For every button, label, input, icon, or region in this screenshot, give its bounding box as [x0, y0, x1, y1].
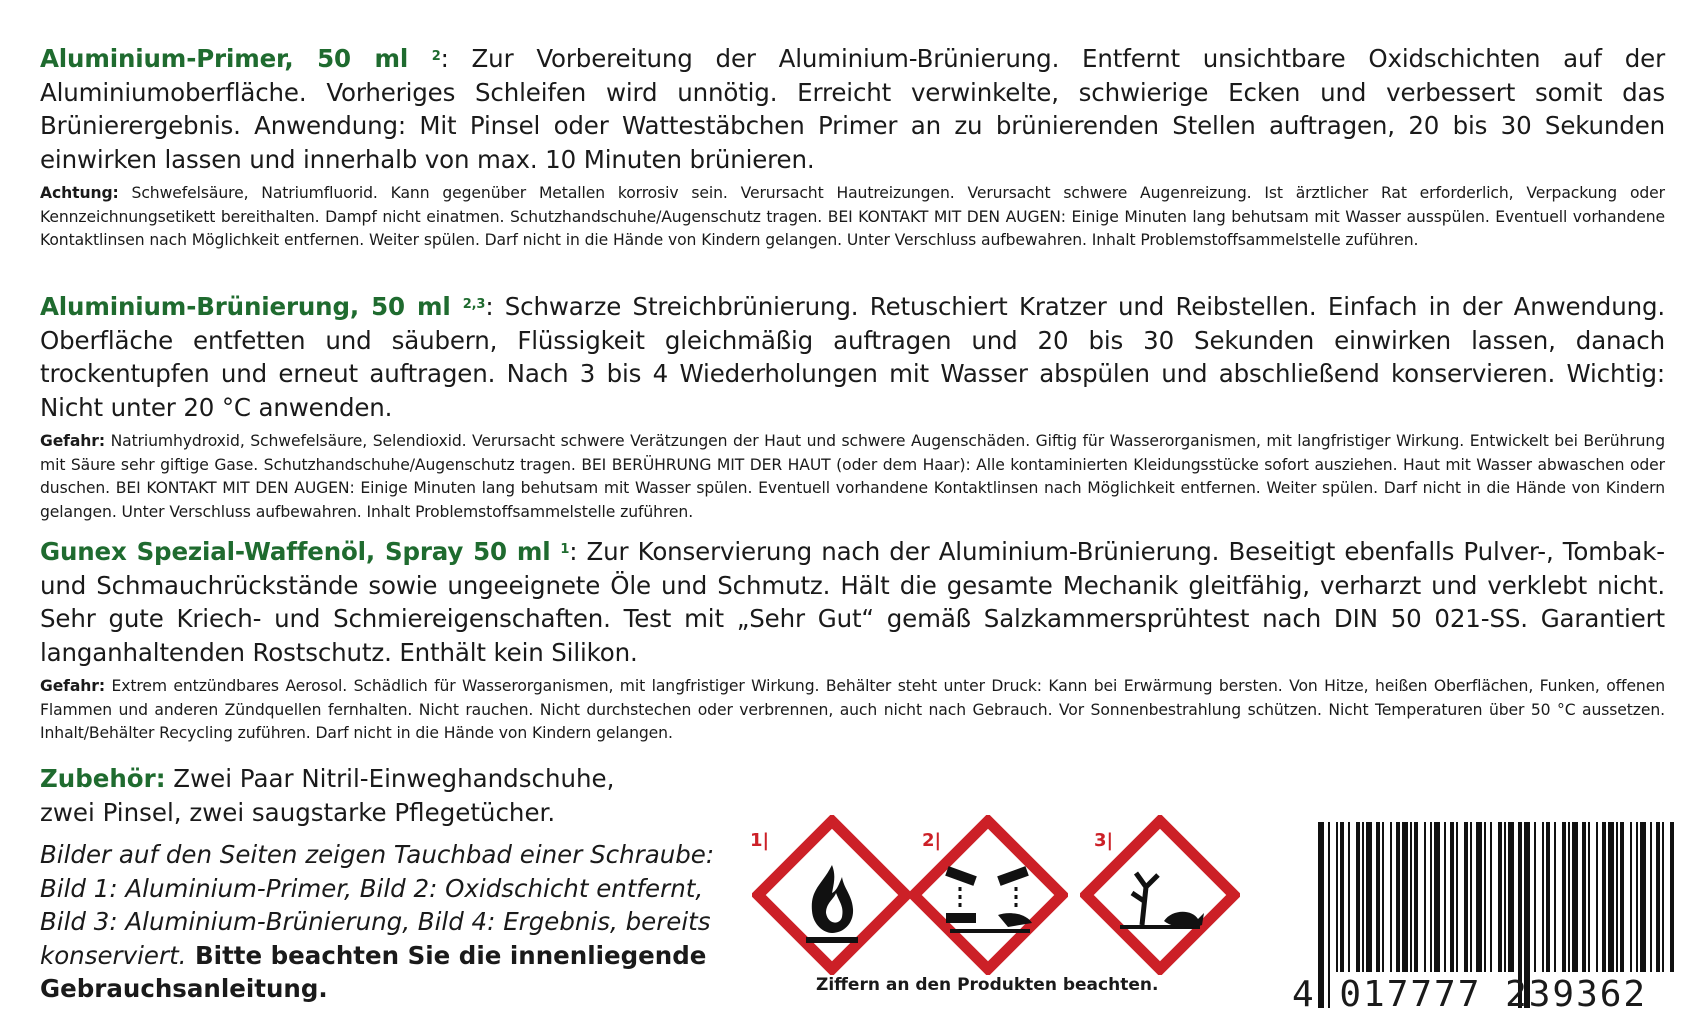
- accessories: [40, 762, 680, 829]
- barcode-bar: [1456, 822, 1458, 972]
- barcode-bar: [1588, 822, 1590, 972]
- barcode-bar: [1414, 822, 1418, 972]
- primer-heading: [40, 44, 441, 73]
- barcode-bar: [1636, 822, 1638, 972]
- barcode-bar: [1662, 822, 1664, 972]
- primer-section: [40, 42, 1665, 253]
- oil-warning: [40, 675, 1665, 746]
- bruenierung-warning: [40, 430, 1665, 524]
- barcode-bar: [1430, 822, 1432, 972]
- barcode-bar: [1362, 822, 1364, 972]
- primer-heading-text: Aluminium-Primer, 50 ml: [40, 44, 409, 73]
- barcode-bar: [1572, 822, 1578, 972]
- oil-footnote: 1: [560, 542, 570, 557]
- barcode-bar: [1434, 822, 1440, 972]
- barcode-bar: [1620, 822, 1624, 972]
- primer-warning-label: Achtung:: [40, 184, 119, 202]
- barcode-bar: [1608, 822, 1614, 972]
- barcode-bar: [1382, 822, 1384, 972]
- oil-heading: [40, 537, 569, 566]
- primer-description: [40, 42, 1665, 176]
- primer-footnote: 2: [431, 49, 441, 64]
- barcode-bar: [1568, 822, 1570, 972]
- barcode-bar: [1396, 822, 1400, 972]
- accessories-heading: Zubehör:: [40, 764, 166, 793]
- barcode-bar: [1424, 822, 1426, 972]
- barcode-bar: [1602, 822, 1606, 972]
- barcode-bar: [1554, 822, 1556, 972]
- barcode-bar: [1340, 822, 1344, 972]
- barcode-bar: [1534, 822, 1536, 972]
- barcode-bar: [1356, 822, 1360, 972]
- barcode-bar: [1336, 822, 1338, 972]
- barcode-bar: [1670, 822, 1674, 972]
- pictogram-number-1: 1|: [750, 830, 770, 851]
- barcode-bar: [1348, 822, 1350, 972]
- barcode-bar: [1476, 822, 1482, 972]
- accessories-text-1: Zwei Paar Nitril-Einweghandschuhe,: [165, 764, 615, 793]
- barcode-bar: [1616, 822, 1618, 972]
- barcode-bar: [1484, 822, 1486, 972]
- barcode-bar: [1630, 822, 1632, 972]
- barcode-bar: [1366, 822, 1372, 972]
- images-note-italic: Bilder auf den Seiten zeigen Tauchbad einer Schraube: Bild 1: Aluminium-Primer, Bild 2: Oxidschicht entfernt, Bild 3: Aluminium-Brünierung, Bild 4: Ergebnis, bereits konserviert.: [40, 840, 715, 970]
- primer-warning: [40, 182, 1665, 253]
- oil-heading-text: Gunex Spezial-Waffenöl, Spray 50 ml: [40, 537, 551, 566]
- barcode-bar: [1504, 822, 1506, 972]
- barcode-bar: [1542, 822, 1544, 972]
- images-note-bold: Bitte beachten Sie die innenliegende Gebrauchsanleitung.: [40, 940, 707, 1003]
- oil-section: [40, 535, 1665, 746]
- oil-description: [40, 535, 1665, 669]
- pictogram-caption: Ziffern an den Produkten beachten.: [816, 975, 1159, 995]
- barcode-bar: [1650, 822, 1652, 972]
- barcode-bar: [1390, 822, 1392, 972]
- pictogram-number-3: 3|: [1094, 830, 1114, 851]
- accessories-line-1: [40, 762, 680, 796]
- bruenierung-footnote: 2,3: [462, 297, 486, 312]
- bruenierung-warning-text: Natriumhydroxid, Schwefelsäure, Selendioxid. Verursacht schwere Verätzungen der Haut und schwere Augenschäden. Giftig für Wasserorganismen, mit langfristiger Wirkung. Entwickelt bei Berührung mit Säure sehr giftige Gase. Schutzhandschuhe/Augenschutz tragen. BEI BERÜHRUNG MIT DER HAUT (oder dem Haar): Alle kontaminierten Kleidungsstücke sofort ausziehen. Haut mit Wasser abwaschen oder duschen. BEI KONTAKT MIT DEN AUGEN: Einige Minuten lang behutsam mit Wasser spülen. Eventuell vorhandene Kontaktlinsen nach Möglichkeit entfernen. Weiter spülen. Darf nicht in die Hände von Kindern gelangen. Unter Verschluss aufbewahren. Inhalt Problemstoffsammelstelle zuführen.: [40, 432, 1665, 521]
- barcode-bar: [1410, 822, 1412, 972]
- bruenierung-description: [40, 290, 1665, 424]
- primer-warning-text: Schwefelsäure, Natriumfluorid. Kann gegenüber Metallen korrosiv sein. Verursacht Hautreizungen. Verursacht schwere Augenreizung. Ist ärztlicher Rat erforderlich, Verpackung oder Kennzeichnungsetikett bereithalten. Dampf nicht einatmen. Schutzhandschuhe/Augenschutz tragen. BEI KONTAKT MIT DEN AUGEN: Einige Minuten lang behutsam mit Wasser ausspülen. Eventuell vorhandene Kontaktlinsen nach Möglichkeit entfernen. Weiter spülen. Darf nicht in die Hände von Kindern gelangen. Unter Verschluss aufbewahren. Inhalt Problemstoffsammelstelle zuführen.: [40, 184, 1665, 249]
- barcode-bar: [1376, 822, 1380, 972]
- bruenierung-heading-text: Aluminium-Brünierung, 50 ml: [40, 292, 451, 321]
- barcode-bar: [1498, 822, 1502, 972]
- oil-warning-label: Gefahr:: [40, 677, 106, 695]
- barcode-bar: [1444, 822, 1446, 972]
- barcode-bar: [1402, 822, 1408, 972]
- barcode-bar: [1656, 822, 1660, 972]
- pictogram-number-2: 2|: [922, 830, 942, 851]
- bruenierung-heading: [40, 292, 485, 321]
- images-note: [40, 838, 720, 1006]
- bruenierung-section: [40, 290, 1665, 524]
- oil-warning-text: Extrem entzündbares Aerosol. Schädlich für Wasserorganismen, mit langfristiger Wirkung. Behälter steht unter Druck: Kann bei Erwärmung bersten. Von Hitze, heißen Oberflächen, Funken, offenen Flammen und anderen Zündquellen fernhalten. Nicht rauchen. Nicht durchstechen oder verbrennen, auch nicht nach Gebrauch. Vor Sonnenbestrahlung schützen. Nicht Temperaturen über 50 °C aussetzen. Inhalt/Behälter Recycling zuführen. Darf nicht in die Hände von Kindern gelangen.: [40, 677, 1665, 742]
- bruenierung-warning-label: Gefahr:: [40, 432, 106, 450]
- barcode-bar: [1470, 822, 1472, 972]
- barcode-bar: [1450, 822, 1454, 972]
- barcode-bar: [1464, 822, 1468, 972]
- barcode-bar: [1582, 822, 1586, 972]
- oil-text: : Zur Konservierung nach der Aluminium-Brünierung. Beseitigt ebenfalls Pulver-, Tombak- und Schmauchrückstände sowie ungeeignete Öle und Schmutz. Hält die gesamte Mechanik gleitfähig, verharzt und verklebt nicht. Sehr gute Kriech- und Schmiereigenschaften. Test mit „Sehr Gut“ gemäß Salzkammersprühtest nach DIN 50 021-SS. Garantiert langanhaltenden Rostschutz. Enthält kein Silikon.: [40, 537, 1665, 667]
- primer-text: : Zur Vorbereitung der Aluminium-Brünierung. Entfernt unsichtbare Oxidschichten auf der Aluminiumoberfläche. Vorheriges Schleifen wird unnötig. Erreicht verwinkelte, schwierige Ecken und verbessert somit das Brünierergebnis. Anwendung: Mit Pinsel oder Wattestäbchen Primer an zu brünierenden Stellen auftragen, 20 bis 30 Sekunden einwirken lassen und innerhalb von max. 10 Minuten brünieren.: [40, 44, 1665, 174]
- corrosion-icon: [908, 815, 1068, 975]
- barcode-digits: 4 017777 239362: [1292, 974, 1648, 1015]
- barcode-bar: [1640, 822, 1646, 972]
- barcode-bar: [1508, 822, 1514, 972]
- environment-icon: [1080, 815, 1240, 975]
- barcode-bar: [1596, 822, 1598, 972]
- barcode-bar: [1562, 822, 1566, 972]
- barcode-bar: [1546, 822, 1550, 972]
- bruenierung-text: : Schwarze Streichbrünierung. Retuschiert Kratzer und Reibstellen. Einfach in der Anwendung. Oberfläche entfetten und säubern, Flüssigkeit gleichmäßig auftragen und 20 bis 30 Sekunden einwirken lassen, danach trockentupfen und erneut auftragen. Nach 3 bis 4 Wiederholungen mit Wasser abspülen und abschließend konservieren. Wichtig: Nicht unter 20 °C anwenden.: [40, 292, 1665, 422]
- barcode-bar: [1490, 822, 1492, 972]
- accessories-text-2: zwei Pinsel, zwei saugstarke Pflegetücher.: [40, 797, 556, 827]
- flame-icon: [752, 815, 912, 975]
